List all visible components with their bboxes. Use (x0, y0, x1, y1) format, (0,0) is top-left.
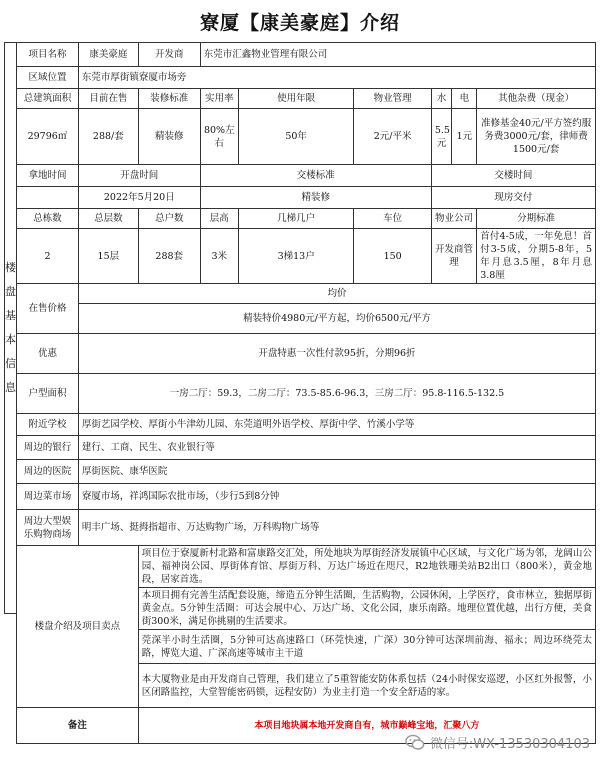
col-header: 车位 (354, 209, 431, 229)
developer: 东莞市汇鑫物业管理有限公司 (200, 43, 595, 67)
side-char: 楼 (5, 261, 16, 274)
table-row (17, 546, 596, 588)
markets-value: 寮厦市场，祥鸿国际农批市场，（步行5到8分钟 (78, 484, 595, 510)
cell-value: 3米 (200, 229, 238, 284)
table-row (17, 43, 596, 67)
cell-value: 80%左右 (200, 109, 238, 165)
col-header: 使用年限 (238, 89, 354, 109)
col-header: 拿地时间 (17, 165, 79, 187)
cell-value: 1元 (452, 109, 477, 165)
col-header: 总建筑面积 (17, 89, 79, 109)
discount-value: 开盘特惠一次性付款95折，分期96折 (78, 334, 595, 374)
banks-value: 建行、工商、民生、农业银行等 (78, 436, 595, 460)
table-row (17, 229, 596, 284)
col-header: 总层数 (78, 209, 138, 229)
table-row (17, 209, 596, 229)
info-table (16, 42, 596, 744)
hospitals-value: 厚街医院、康华医院 (78, 460, 595, 484)
side-char: 本 (5, 333, 16, 346)
info-frame (4, 42, 596, 760)
remarks-label: 备注 (17, 708, 139, 744)
table-row (17, 460, 596, 484)
cell-label: 周边菜市场 (17, 484, 79, 510)
table-row (17, 484, 596, 510)
price-value: 精装特价4980元/平方起，均价6500元/平方 (78, 304, 595, 334)
remarks-note: 本项目地块属本地开发商自有，城市巅峰宝地，汇聚八方 (254, 720, 480, 731)
cell-value: 288套 (138, 229, 200, 284)
table-row (17, 414, 596, 436)
col-header: 物业管理 (354, 89, 431, 109)
side-char: 信 (5, 357, 16, 370)
table-row (17, 304, 596, 334)
table-row (17, 187, 596, 209)
page-title: 寮厦【康美豪庭】介绍 (199, 11, 400, 34)
cell-value: 开发商管理 (431, 229, 476, 284)
watermark-text: 微信号:WX-13530304103 (429, 737, 590, 752)
side-label (4, 42, 16, 614)
table-row (17, 284, 596, 304)
col-header: 几梯几户 (238, 209, 354, 229)
cell-value: 现房交付 (431, 187, 595, 209)
side-char: 基 (5, 309, 16, 322)
table-row (17, 165, 596, 187)
col-header: 分期标准 (477, 209, 596, 229)
col-header: 装修标准 (138, 89, 200, 109)
cell-value: 2022年5月20日 (78, 187, 200, 209)
cell-label: 周边的银行 (17, 436, 79, 460)
selling-points-label: 楼盘介绍及项目卖点 (17, 546, 139, 708)
cell-label: 户型面积 (17, 374, 79, 414)
cell-value: 精装修 (138, 109, 200, 165)
col-header: 交楼时间 (431, 165, 595, 187)
cell-label: 在售价格 (17, 284, 79, 334)
cell-label: 项目名称 (17, 43, 79, 67)
col-header: 目前在售 (78, 89, 138, 109)
col-header: 水 (431, 89, 452, 109)
selling-point: 项目位于寮厦新村北路和富康路交汇处，所处地块为厚街经济发展镇中心区域，与文化广场为邻，龙阔山公园、福神岗公园、厚街体育馆、厚街万科、万达广场近在咫尺，R2地铁珊美站B2出口（800米），黄金地段，居家首选。 (138, 546, 595, 588)
cell-value: 50年 (238, 109, 354, 165)
cell-value: 150 (354, 229, 431, 284)
table-row (17, 67, 596, 89)
cell-value: 3梯13户 (238, 229, 354, 284)
col-header: 均价 (78, 284, 595, 304)
col-header: 物业公司 (431, 209, 476, 229)
installment-terms: 首付4-5成，一年免息！首付3-5成，分期5-8年，5年月息3.5厘，8年月息3.8厘 (477, 229, 596, 284)
selling-point: 本项目拥有完善生活配套设施，缔造五分钟生活圈，生活购物，公园休闲，上学医疗，食市林立，独据厚街黄金点。5分钟生活圈：可达会展中心、万达广场、文化公园，康乐南路。地理位置优越，出行方便，美食街300米，满足你挑剔的生活要求。 (138, 588, 595, 630)
col-header: 交楼标准 (200, 165, 431, 187)
cell-label: 附近学校 (17, 414, 79, 436)
col-header: 总栋数 (17, 209, 79, 229)
table-row (17, 436, 596, 460)
cell-label: 周边大型娱乐购物商场 (17, 510, 79, 546)
col-header: 其他杂费（现金） (477, 89, 596, 109)
col-header: 总户数 (138, 209, 200, 229)
project-name: 康美豪庭 (78, 43, 138, 67)
cell-label: 优惠 (17, 334, 79, 374)
table-row (17, 510, 596, 546)
col-header: 实用率 (200, 89, 238, 109)
cell-label: 区域位置 (17, 67, 79, 89)
cell-value: 2 (17, 229, 79, 284)
cell-label: 开发商 (138, 43, 200, 67)
location: 东莞市厚街镇寮厦市场旁 (78, 67, 595, 89)
cell-label: 周边的医院 (17, 460, 79, 484)
cell-value: 5.5元 (431, 109, 452, 165)
table-row (17, 109, 596, 165)
schools-value: 厚街艺园学校、厚街小牛津幼儿园、东莞道明外语学校、厚街中学、竹溪小学等 (78, 414, 595, 436)
col-header: 开盘时间 (78, 165, 200, 187)
side-char: 盘 (5, 285, 16, 298)
table-row (17, 334, 596, 374)
cell-value: 2元/平米 (354, 109, 431, 165)
watermark (405, 733, 590, 752)
cell-value: 29796㎡ (17, 109, 79, 165)
table-row (17, 89, 596, 109)
unit-area-value: 一房二厅：59.3，二房二厅：73.5-85.6-96.3，三房二厅：95.8-116.5-132.5 (78, 374, 595, 414)
side-char: 息 (5, 381, 16, 394)
malls-value: 明丰广场、挺拇指超市、万达购物广场，万科购物广场等 (78, 510, 595, 546)
cell-value: 精装修 (200, 187, 431, 209)
cell-value: 准修基金40元/平方签约服务费3000元/套，律师费1500元/套 (477, 109, 596, 165)
col-header: 电 (452, 89, 477, 109)
selling-point: 本大厦物业是由开发商自己管理，我们建立了5重智能安防体系包括（24小时保安巡逻，小区红外报警，小区闭路监控，大堂智能密码锁，远程安防）为业主打造一个安全舒适的家。 (138, 664, 595, 708)
table-row (17, 374, 596, 414)
selling-point: 莞深半小时生活圈，5分钟可达高速路口（环莞快速，广深）30分钟可达深圳前海、福永；周边环绕莞太路，博览大道、广深高速等城市主干道 (138, 630, 595, 664)
col-header: 层高 (200, 209, 238, 229)
wechat-icon (405, 734, 425, 751)
cell-value: 288/套 (78, 109, 138, 165)
cell-value (17, 187, 79, 209)
cell-value: 15层 (78, 229, 138, 284)
